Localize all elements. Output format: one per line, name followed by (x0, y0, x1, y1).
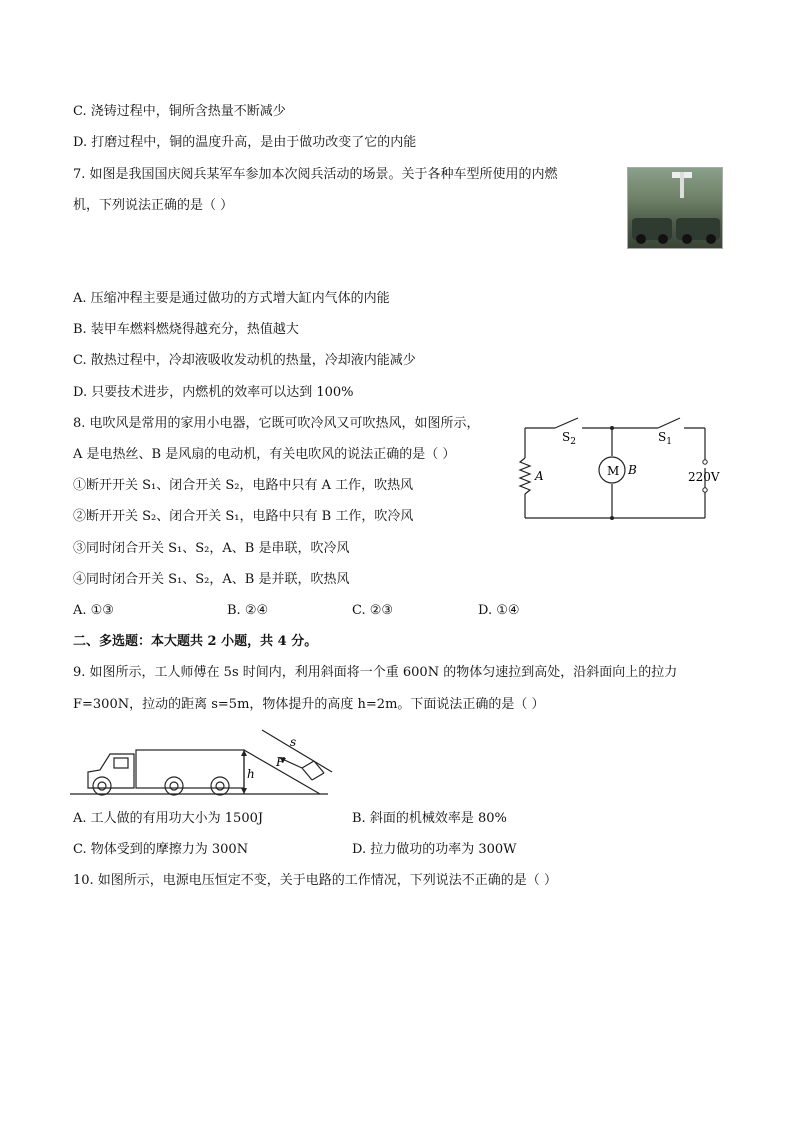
q9-option-b: B. 斜面的机械效率是 80% (352, 811, 507, 826)
q9-stem-line2: F=300N，拉动的距离 s=5m，物体提升的高度 h=2m。下面说法正确的是（ ） (73, 697, 545, 712)
switch-s1-label: $S_1$ (658, 430, 672, 447)
q10-stem: 10. 如图所示，电源电压恒定不变，关于电路的工作情况，下列说法不正确的是（ ） (73, 873, 557, 888)
q8-option-c: C. ②③ (352, 603, 394, 618)
q8-statement-4: ④同时闭合开关 S₁、S₂，A、B 是并联，吹热风 (73, 572, 350, 587)
distance-s-label: s (290, 735, 297, 749)
voltage-label: 220V (688, 470, 720, 484)
q8-statement-1: ①断开开关 S₁、闭合开关 S₂，电路中只有 A 工作，吹热风 (73, 478, 414, 493)
hair-dryer-circuit-diagram (510, 410, 730, 525)
q9-option-d: D. 拉力做功的功率为 300W (352, 842, 517, 857)
q7-stem-line2: 机，下列说法正确的是（ ） (73, 198, 234, 213)
q8-statement-3: ③同时闭合开关 S₁、S₂，A、B 是串联，吹冷风 (73, 541, 350, 556)
force-f-label: F (276, 755, 285, 769)
parade-vehicle-photo (627, 167, 723, 249)
q7-option-a: A. 压缩冲程主要是通过做功的方式增大缸内气体的内能 (73, 291, 390, 306)
q7-option-c: C. 散热过程中，冷却液吸收发动机的热量，冷却液内能减少 (73, 353, 416, 368)
q7-option-d: D. 只要技术进步，内燃机的效率可以达到 100% (73, 385, 354, 400)
q9-option-c: C. 物体受到的摩擦力为 300N (73, 842, 249, 857)
q8-stem-line1: 8. 电吹风是常用的家用小电器，它既可吹冷风又可吹热风，如图所示， (73, 416, 480, 431)
q8-option-d: D. ①④ (478, 603, 520, 618)
q8-statement-2: ②断开开关 S₂、闭合开关 S₁，电路中只有 B 工作，吹冷风 (73, 509, 414, 524)
truck-incline-diagram (70, 724, 340, 804)
q8-option-b: B. ②④ (227, 603, 269, 618)
q7-stem-line1: 7. 如图是我国国庆阅兵某军车参加本次阅兵活动的场景。关于各种车型所使用的内燃 (73, 167, 558, 182)
q7-option-b: B. 装甲车燃料燃烧得越充分，热值越大 (73, 322, 299, 337)
q8-option-a: A. ①③ (73, 603, 114, 618)
switch-s2-label: $S_2$ (562, 430, 576, 447)
section-2-heading: 二、多选题：本大题共 2 小题，共 4 分。 (73, 634, 318, 649)
q6-option-c: C. 浇铸过程中，铜所含热量不断减少 (73, 104, 286, 119)
q9-stem-line1: 9. 如图所示，工人师傅在 5s 时间内，利用斜面将一个重 600N 的物体匀速拉到高处，沿斜面向上的拉力 (73, 665, 678, 680)
q8-stem-line2: A 是电热丝、B 是风扇的电动机，有关电吹风的说法正确的是（ ） (73, 447, 456, 462)
q6-option-d: D. 打磨过程中，铜的温度升高，是由于做功改变了它的内能 (73, 135, 417, 150)
heater-a-label: A (535, 469, 544, 483)
q9-option-a: A. 工人做的有用功大小为 1500J (73, 811, 264, 826)
motor-b-label: B (628, 463, 637, 477)
height-h-label: h (247, 767, 255, 781)
motor-symbol-label: M (607, 464, 620, 478)
